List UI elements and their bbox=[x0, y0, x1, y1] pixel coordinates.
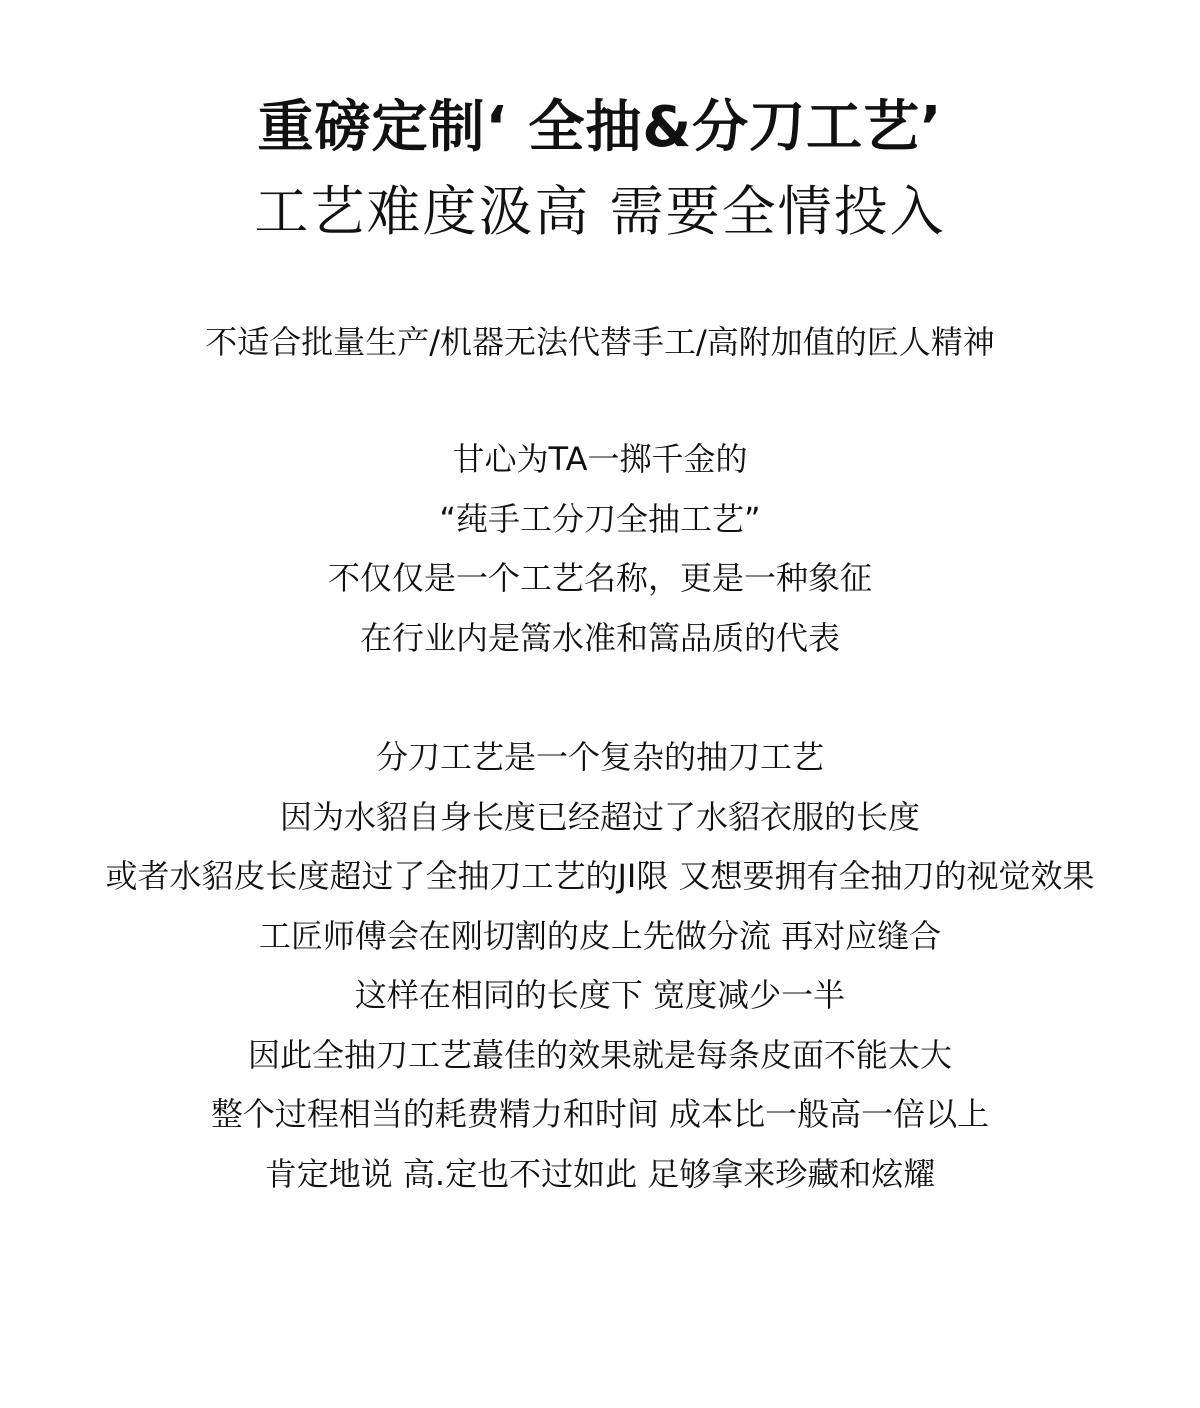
text-line: 整个过程相当的耗费精力和时间 成本比一般高一倍以上 bbox=[210, 1095, 990, 1133]
text-line: 因此全抽刀工艺蕞佳的效果就是每条皮面不能太大 bbox=[247, 1035, 952, 1074]
text-line: 甘心为TA一掷千金的 bbox=[452, 440, 748, 478]
text-line: 不仅仅是一个工艺名称，更是一种象征 bbox=[327, 559, 872, 597]
paragraph-process bbox=[0, 728, 1200, 1204]
text-line: “莼手工分刀全抽工艺” bbox=[439, 499, 761, 538]
lead-text: 不适合批量生产/机器无法代替手工/高附加值的匠人精神 bbox=[205, 323, 995, 361]
text-line: 这样在相同的长度下 宽度减少一半 bbox=[354, 976, 846, 1014]
text-line: 在行业内是篙水准和篙品质的代表 bbox=[359, 618, 840, 657]
text-line: 因为水貂自身长度已经超过了水貂衣服的长度 bbox=[279, 797, 920, 836]
text-line: 分刀工艺是一个复杂的抽刀工艺 bbox=[375, 738, 824, 776]
page-subtitle: 工艺难度汲高 需要全情投入 bbox=[254, 180, 946, 243]
text-line: 工匠师傅会在刚切割的皮上先做分流 再对应缝合 bbox=[258, 916, 942, 955]
text-line: 或者水貂皮长度超过了全抽刀工艺的JI限 又想要拥有全抽刀的视觉效果 bbox=[105, 857, 1095, 895]
paragraph-intro bbox=[0, 430, 1200, 668]
text-line: 肯定地说 高.定也不过如此 足够拿来珍藏和炫耀 bbox=[264, 1154, 936, 1193]
page-title: 重磅定制‘ 全抽&分刀工艺’ bbox=[257, 95, 943, 160]
